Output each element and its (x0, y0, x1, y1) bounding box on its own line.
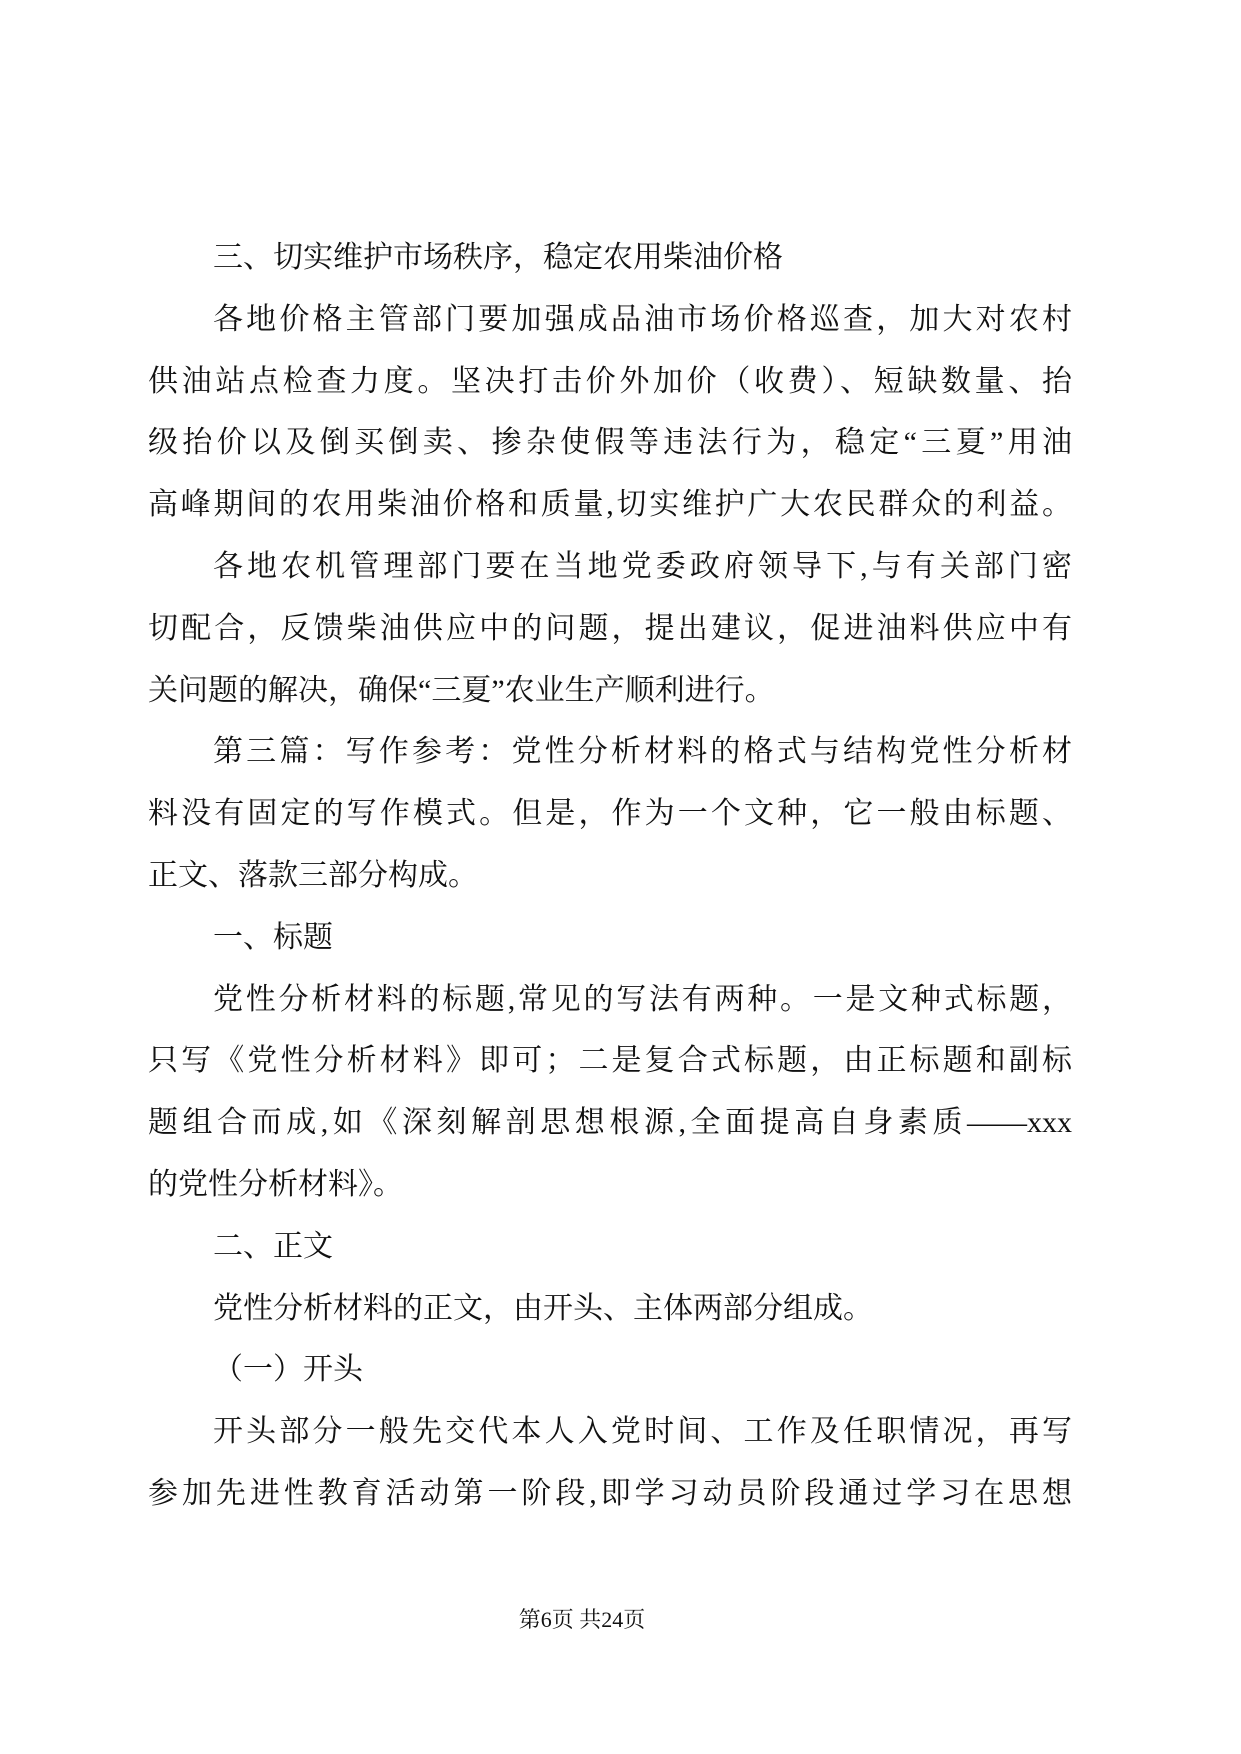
text-line: 正文、落款三部分构成。 (148, 858, 478, 892)
paragraph (148, 1216, 1072, 1278)
text-line: 题组合而成,如《深刻解剖思想根源,全面提高自身素质——xxx (148, 1106, 1072, 1140)
paragraph (148, 289, 1072, 536)
text-line: 供油站点检查力度。坚决打击价外加价（收费）、短缺数量、抬 (148, 364, 1072, 398)
document-body (148, 227, 1072, 1525)
text-line: 各地农机管理部门要在当地党委政府领导下,与有关部门密 (213, 549, 1072, 583)
paragraph (148, 721, 1072, 906)
text-line: 开头部分一般先交代本人入党时间、工作及任职情况，再写 (213, 1415, 1072, 1449)
text-line: 料没有固定的写作模式。但是，作为一个文种，它一般由标题、 (148, 797, 1072, 831)
text-line: （一）开头 (213, 1353, 363, 1387)
text-line: 三、切实维护市场秩序，稳定农用柴油价格 (213, 241, 783, 274)
text-line: 参加先进性教育活动第一阶段,即学习动员阶段通过学习在思想 (148, 1476, 1072, 1510)
text-line: 关问题的解决，确保“三夏”农业生产顺利进行。 (148, 673, 775, 707)
paragraph (148, 1278, 1072, 1340)
text-line: 各地价格主管部门要加强成品油市场价格巡查，加大对农村 (213, 302, 1072, 336)
paragraph (148, 536, 1072, 721)
paragraph (148, 969, 1072, 1216)
text-line: 只写《党性分析材料》即可；二是复合式标题，由正标题和副标 (148, 1044, 1072, 1078)
paragraph (148, 907, 1072, 969)
text-line: 一、标题 (213, 920, 333, 954)
text-line: 党性分析材料的标题,常见的写法有两种。一是文种式标题， (213, 982, 1072, 1016)
paragraph (148, 1401, 1072, 1525)
page-number-footer: 第6页 共24页 (518, 1607, 646, 1632)
text-line: 切配合，反馈柴油供应中的问题，提出建议，促进油料供应中有 (148, 611, 1072, 645)
text-line: 的党性分析材料》。 (148, 1167, 403, 1201)
text-line: 党性分析材料的正文，由开头、主体两部分组成。 (213, 1291, 873, 1325)
paragraph (148, 1339, 1072, 1401)
paragraph (148, 227, 1072, 289)
text-line: 二、正文 (213, 1229, 333, 1263)
text-line: 高峰期间的农用柴油价格和质量,切实维护广大农民群众的利益。 (148, 488, 1072, 522)
text-line: 级抬价以及倒买倒卖、掺杂使假等违法行为，稳定“三夏”用油 (148, 426, 1072, 460)
text-line: 第三篇：写作参考：党性分析材料的格式与结构党性分析材 (213, 735, 1072, 769)
